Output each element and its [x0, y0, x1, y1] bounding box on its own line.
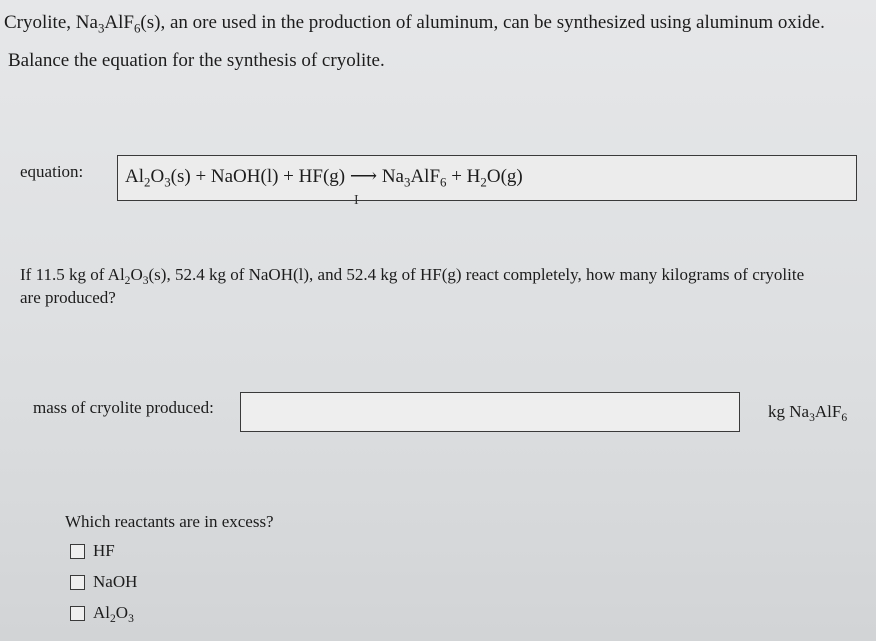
option-hf[interactable] [70, 541, 115, 561]
q1-o-sub: 3 [142, 274, 149, 288]
text-cursor-icon: I [354, 193, 359, 208]
checkbox-hf[interactable] [70, 544, 85, 559]
q1-al-sub: 2 [124, 274, 131, 288]
checkbox-naoh[interactable] [70, 575, 85, 590]
eq-o-sub: 3 [164, 174, 171, 190]
q1-post: (s), 52.4 kg of NaOH(l), and 52.4 kg of HF(g) react completely, how many kilograms of cryolite [148, 265, 805, 284]
opt-al: Al [93, 603, 110, 622]
mass-input[interactable] [240, 392, 740, 432]
eq-o: O [150, 166, 165, 187]
unit-na-sub: 3 [809, 411, 815, 425]
option-naoh[interactable] [70, 572, 137, 592]
equation-input[interactable] [117, 155, 857, 208]
opt-o-sub: 3 [128, 612, 134, 626]
intro-formula-na: Na [75, 12, 98, 33]
eq-tail: O(g) [486, 166, 523, 187]
intro-text [4, 12, 825, 34]
q1-pre: If 11.5 kg of Al [20, 265, 125, 284]
question1-text [20, 265, 805, 288]
unit-kg-na: kg Na [768, 402, 810, 421]
mass-unit [768, 402, 848, 425]
question1-line2: are produced? [20, 288, 116, 307]
eq-part1-rest: (s) + NaOH(l) + HF(g) ⟶ Na [170, 166, 404, 187]
eq-al: Al [125, 166, 144, 187]
intro-formula-alf: AlF [104, 12, 134, 33]
intro-formula-state: (s) [140, 12, 161, 33]
opt-o: O [115, 603, 129, 622]
unit-alf-sub: 6 [841, 411, 848, 425]
option-al2o3-label [93, 603, 134, 626]
intro-formula-na-sub: 3 [97, 20, 105, 36]
eq-na-sub: 3 [403, 174, 411, 190]
q1-o: O [130, 265, 143, 284]
equation-text [125, 165, 523, 188]
eq-plus-h: + H [446, 166, 481, 187]
equation-label: equation: [20, 162, 84, 181]
eq-alf: AlF [410, 166, 441, 187]
option-hf-label: HF [93, 541, 115, 560]
checkbox-al2o3[interactable] [70, 606, 85, 621]
option-al2o3[interactable] [70, 603, 134, 626]
intro-formula-alf-sub: 6 [133, 20, 141, 36]
eq-al-sub: 2 [144, 174, 151, 190]
option-naoh-label: NaOH [93, 572, 138, 591]
intro-rest: , an ore used in the production of aluminum, can be synthesized using aluminum oxide. [160, 12, 825, 33]
eq-h-sub: 2 [480, 174, 487, 190]
unit-alf: AlF [814, 402, 842, 421]
intro-compound-name: Cryolite, [4, 12, 72, 33]
eq-alf-sub: 6 [440, 174, 447, 190]
mass-label: mass of cryolite produced: [33, 398, 214, 417]
question2-text: Which reactants are in excess? [65, 512, 274, 531]
instruction-text: Balance the equation for the synthesis of cryolite. [8, 50, 385, 71]
opt-al-sub: 2 [110, 612, 116, 626]
